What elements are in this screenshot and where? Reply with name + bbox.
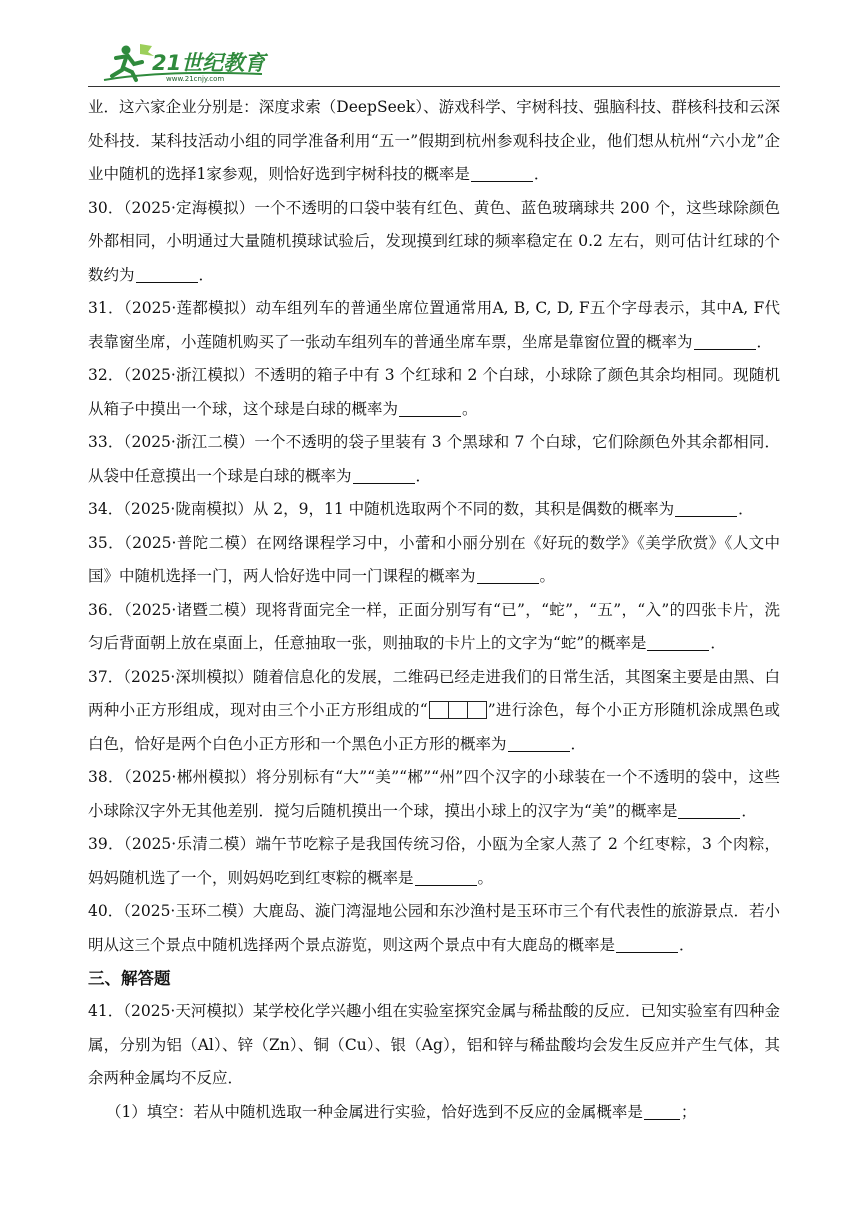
answer-blank[interactable] <box>471 166 533 183</box>
section-title: 三、解答题 <box>88 969 171 988</box>
question-39: 39．（2025·乐清二模）端午节吃粽子是我国传统习俗，小瓯为全家人蒸了 2 个红枣粽，3 个肉粽，妈妈随机选了一个，则妈妈吃到红枣粽的概率是 。 <box>88 835 780 887</box>
answer-blank[interactable] <box>675 501 737 518</box>
logo-21cnjy-icon <box>102 40 277 84</box>
question-32: 32．（2025·浙江模拟）不透明的箱子中有 3 个红球和 2 个白球，小球除了颜色其余均相同。现随机从箱子中摸出一个球，这个球是白球的概率为 。 <box>88 366 780 418</box>
answer-blank[interactable] <box>353 467 415 484</box>
answer-blank[interactable] <box>647 635 709 652</box>
question-41: 41．（2025·天河模拟）某学校化学兴趣小组在实验室探究金属与稀盐酸的反应．已知实验室有四种金属，分别为铝（Al）、锌（Zn）、铜（Cu）、银（Ag），铝和锌与稀盐酸均会发生反应并产生气体，其余两种金属均不反应． <box>88 1002 780 1087</box>
question-34: 34．（2025·陇南模拟）从 2，9，11 中随机选取两个不同的数，其积是偶数的概率为 ． <box>88 500 754 518</box>
answer-blank[interactable] <box>508 735 570 752</box>
answer-blank[interactable] <box>644 1103 680 1120</box>
question-35: 35．（2025·普陀二模）在网络课程学习中，小蕾和小丽分别在《好玩的数学》《美学欣赏》《人文中国》中随机选择一门，两人恰好选中同一门课程的概率为 。 <box>88 533 780 585</box>
document-body <box>88 91 780 1129</box>
question-36: 36．（2025·诸暨二模）现将背面完全一样，正面分别写有“已”，“蛇”，“五”，“入”的四张卡片，洗匀后背面朝上放在桌面上，任意抽取一张，则抽取的卡片上的文字为“蛇”的概率是 ． <box>88 600 780 652</box>
question-29-continued: 业．这六家企业分别是：深度求索（DeepSeek）、游戏科学、宇树科技、强脑科技、群核科技和云深处科技．某科技活动小组的同学准备利用“五一”假期到杭州参观科技企业，他们想从杭州“六小龙”企业中随机的选择1家参观，则恰好选到宇树科技的概率是 ． <box>88 98 780 183</box>
three-squares-icon <box>429 701 487 719</box>
answer-blank[interactable] <box>616 936 678 953</box>
question-31: 31．（2025·莲都模拟）动车组列车的普通坐席位置通常用A, B, C, D, F五个字母表示，其中A, F代表靠窗坐席，小莲随机购买了一张动车组列车的普通坐席车票，坐席是靠窗位置的概率为 ． <box>88 299 780 351</box>
answer-blank[interactable] <box>136 266 198 283</box>
question-37: 37．（2025·深圳模拟）随着信息化的发展，二维码已经走进我们的日常生活，其图案主要是由黑、白两种小正方形组成，现对由三个小正方形组成的“ ”进行涂色，每个小正方形随机涂成黑色或白色，恰好是两个白色小正方形和一个黑色小正方形的概率为 ． <box>88 667 780 753</box>
answer-blank[interactable] <box>399 400 461 417</box>
answer-blank[interactable] <box>477 568 539 585</box>
question-41-part-1: （1）填空：若从中随机选取一种金属进行实验，恰好选到不反应的金属概率是 ； <box>106 1102 697 1121</box>
question-40: 40．（2025·玉环二模）大鹿岛、漩门湾湿地公园和东沙渔村是玉环市三个有代表性的旅游景点．若小明从这三个景点中随机选择两个景点游览，则这两个景点中有大鹿岛的概率是 ． <box>88 902 780 954</box>
answer-blank[interactable] <box>415 869 477 886</box>
header-divider <box>88 86 780 87</box>
question-30: 30．（2025·定海模拟）一个不透明的口袋中装有红色、黄色、蓝色玻璃球共 200 个，这些球除颜色外都相同，小明通过大量随机摸球试验后，发现摸到红球的频率稳定在 0.2 左右，则可估计红球的个数约为 ． <box>88 198 780 284</box>
question-33: 33．（2025·浙江二模）一个不透明的袋子里装有 3 个黑球和 7 个白球，它们除颜色外其余都相同．从袋中任意摸出一个球是白球的概率为 ． <box>88 433 780 485</box>
question-38: 38．（2025·郴州模拟）将分别标有“大”“美”“郴”“州”四个汉字的小球装在一个不透明的袋中，这些小球除汉字外无其他差别．搅匀后随机摸出一个球，摸出小球上的汉字为“美”的概率是 ． <box>88 768 780 820</box>
svg-text:www.21cnjy.com: www.21cnjy.com <box>166 75 225 83</box>
answer-blank[interactable] <box>694 333 756 350</box>
svg-text:21世纪教育: 21世纪教育 <box>152 51 266 75</box>
answer-blank[interactable] <box>678 802 740 819</box>
page-header <box>0 0 860 90</box>
